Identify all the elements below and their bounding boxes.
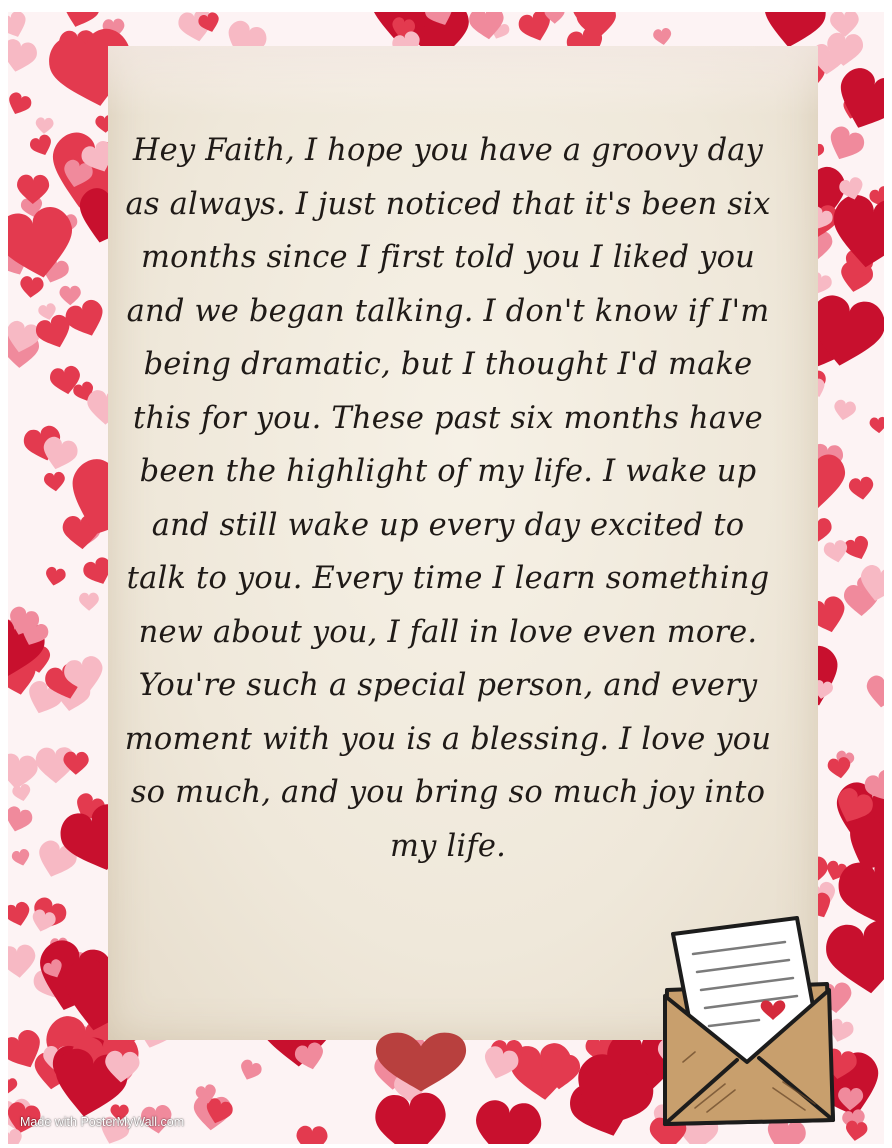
envelope-icon bbox=[655, 912, 840, 1132]
border-heart bbox=[829, 63, 884, 139]
border-heart bbox=[8, 1077, 18, 1095]
border-heart bbox=[44, 566, 67, 588]
border-heart bbox=[472, 1098, 543, 1144]
border-heart bbox=[823, 123, 867, 166]
love-letter-text: Hey Faith, I hope you have a groovy day as always. I just noticed that it's been six months since I first told you I liked you and we began talking. I don't know if I'm being dramatic, but I thought I'd make this for you. These past six months have been the highlight of my life. I wake up and still wake up every day excited to talk to you. Every time I learn something new about you, I fall in love even more. You're such a special person, and every moment with you is a blessing. I love you so much, and you bring so much joy into my life. bbox=[124, 133, 772, 864]
border-heart bbox=[832, 399, 857, 422]
border-heart bbox=[8, 944, 37, 980]
border-heart bbox=[237, 1058, 264, 1083]
border-heart bbox=[79, 593, 99, 611]
border-heart bbox=[296, 1125, 328, 1144]
border-heart bbox=[17, 174, 50, 204]
border-heart bbox=[58, 12, 102, 32]
border-heart bbox=[19, 275, 44, 299]
border-heart bbox=[8, 90, 34, 118]
heart-icon bbox=[372, 1030, 470, 1094]
border-heart bbox=[28, 133, 55, 159]
border-heart bbox=[8, 900, 33, 929]
border-heart bbox=[35, 117, 54, 134]
border-heart bbox=[59, 286, 81, 306]
border-heart bbox=[844, 1120, 868, 1143]
border-heart bbox=[864, 674, 884, 709]
border-heart bbox=[827, 756, 852, 780]
watermark: Made with PosterMyWall.com bbox=[20, 1115, 185, 1129]
border-heart bbox=[869, 417, 884, 434]
border-heart bbox=[11, 848, 32, 868]
border-heart bbox=[848, 476, 875, 501]
border-heart bbox=[8, 805, 34, 835]
border-heart bbox=[652, 27, 672, 46]
border-heart bbox=[8, 37, 39, 75]
border-heart bbox=[8, 12, 31, 42]
border-heart bbox=[43, 471, 66, 492]
